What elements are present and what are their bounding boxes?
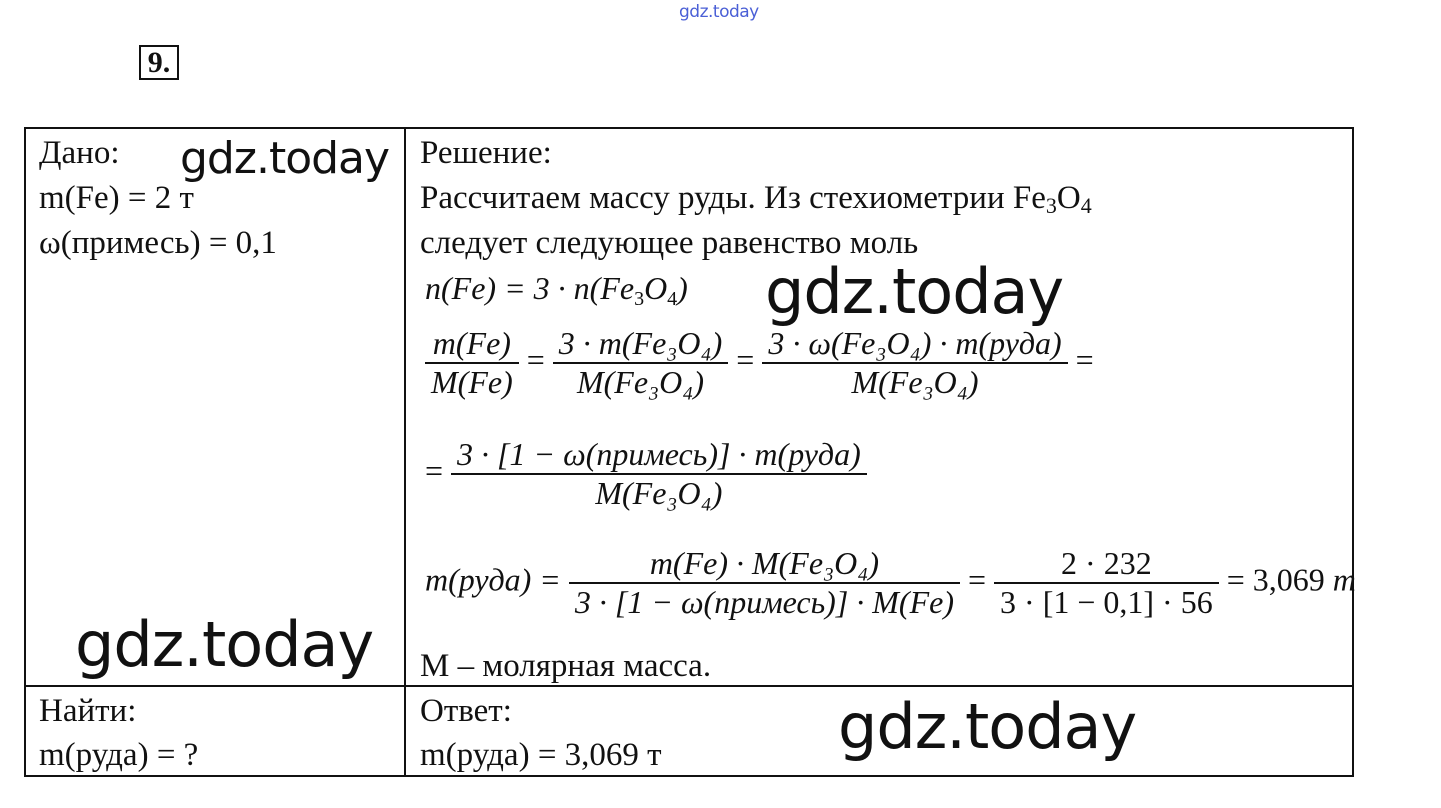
eq2-frac3-numerator: 3 · ω(Fe₃O₄) · m(руда) xyxy=(768,325,1062,361)
eq2-frac1-numerator: m(Fe) xyxy=(432,325,511,361)
eq4-result: = 3,069 xyxy=(1226,561,1325,598)
equation-ore-fraction: = $\frac{\text{3 · [1 − ω(примесь)] · m(руда)}}{\text{M(Fe₃O₄)}}$ xyxy=(425,436,867,512)
answer-title: Ответ: xyxy=(420,693,512,729)
eq2-frac2-denominator: M(Fe₃O₄) xyxy=(553,362,729,401)
eq2-fraction-2 xyxy=(553,325,729,401)
eq1-left: n(Fe) = 3 · n(Fe xyxy=(425,270,635,306)
equation-ore-mass: m(руда) = $\frac{\text{m(Fe) · M(Fe₃O₄)}}{\text{3 · [1 − ω(примесь)] · M(Fe)}}$ = $\frac{2 \cdot 232}{3 \cdot [1 - 0,1] \cdot 56}$ = 3,069 т xyxy=(425,545,1356,620)
eq2-fraction-3 xyxy=(762,325,1067,401)
row-divider xyxy=(24,685,1354,687)
eq3-fraction xyxy=(451,436,867,512)
eq2-frac2-numerator: 3 · m(Fe₃O₄) xyxy=(558,325,723,361)
solution-title: Решение: xyxy=(420,135,552,171)
given-impurity: ω(примесь) = 0,1 xyxy=(39,225,277,261)
eq2-fraction-1 xyxy=(425,325,519,401)
given-mass-fe: m(Fe) = 2 т xyxy=(39,180,194,216)
find-ore-mass: m(руда) = ? xyxy=(39,737,199,773)
eq4-unit: т xyxy=(1332,561,1356,598)
eq4-frac2-numerator: 2 · 232 xyxy=(1061,545,1152,581)
eq3-denominator: M(Fe₃O₄) xyxy=(451,473,867,512)
watermark-given: gdz.today xyxy=(180,133,390,184)
watermark-answer: gdz.today xyxy=(838,690,1137,763)
eq4-fraction-1 xyxy=(569,545,960,621)
formula-sub-3: 3 xyxy=(1045,193,1057,218)
given-title: Дано: xyxy=(39,135,120,171)
molar-mass-note: М – молярная масса. xyxy=(420,648,712,684)
column-divider xyxy=(404,127,406,777)
top-watermark: gdz.today xyxy=(679,2,759,22)
solution-intro xyxy=(420,180,1092,224)
watermark-solution: gdz.today xyxy=(765,255,1064,328)
answer-value: m(руда) = 3,069 т xyxy=(420,737,662,773)
watermark-left-bottom: gdz.today xyxy=(75,608,374,681)
find-title: Найти: xyxy=(39,693,137,729)
eq4-fraction-2 xyxy=(994,545,1219,621)
eq2-frac1-denominator: M(Fe) xyxy=(425,362,519,401)
equation-mass-ratio: $\frac{m(Fe)}{M(Fe)}$ = $\frac{\text{3 · m(Fe₃O₄)}}{\text{M(Fe₃O₄)}}$ = $\frac{\text{3 · ω(Fe₃O₄) · m(руда)}}{\text{M(Fe₃O₄)}}$ = xyxy=(425,325,1094,401)
solution-line2: следует следующее равенство моль xyxy=(420,225,919,261)
formula-o: O xyxy=(1056,180,1081,216)
solution-intro-text: Рассчитаем массу руды. Из стехиометрии Fe xyxy=(420,180,1046,216)
eq3-numerator: 3 · [1 − ω(примесь)] · m(руда) xyxy=(457,436,861,472)
eq2-frac3-denominator: M(Fe₃O₄) xyxy=(762,362,1067,401)
eq4-frac1-denominator: 3 · [1 − ω(примесь)] · M(Fe) xyxy=(569,582,960,621)
eq4-left: m(руда) = xyxy=(425,561,561,598)
formula-sub-4: 4 xyxy=(1080,193,1092,218)
eq4-frac1-numerator: m(Fe) · M(Fe₃O₄) xyxy=(649,545,880,581)
equation-moles: $n(Fe) = 3 \cdot n(Fe_3O_4)$ xyxy=(425,270,688,310)
task-number: 9. xyxy=(139,45,179,80)
eq4-frac2-denominator: 3 · [1 − 0,1] · 56 xyxy=(994,582,1219,621)
